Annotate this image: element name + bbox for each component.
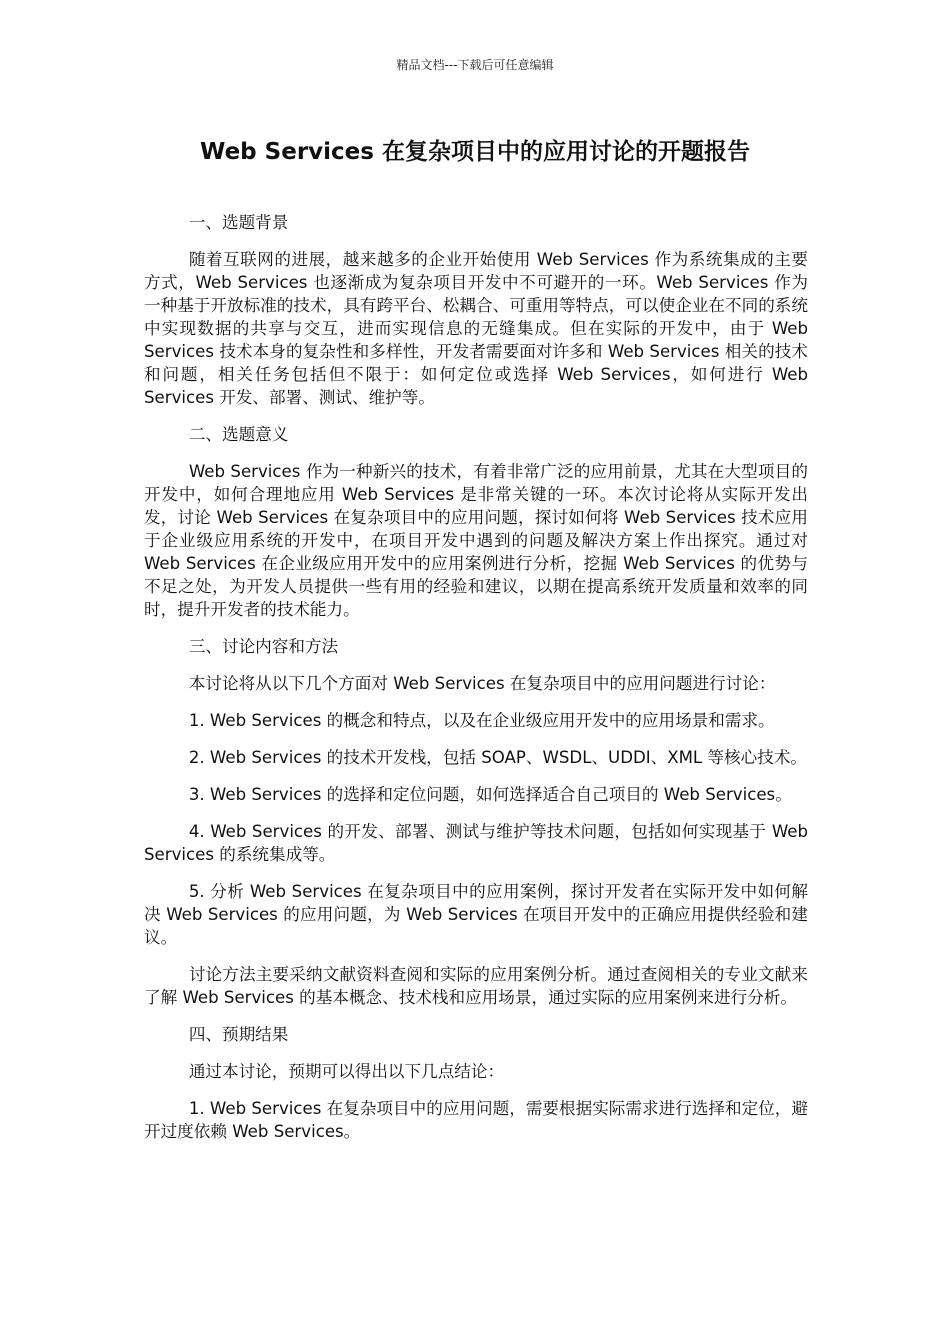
paragraph-significance: Web Services 作为一种新兴的技术，有着非常广泛的应用前景，尤其在大型项目的开发中，如何合理地应用 Web Services 是非常关键的一环。本次讨论将从实际开发出发，讨论 Web Services 在复杂项目中的应用问题，探讨如何将 Web Services 技术应用于企业级应用系统的开发中，在项目开发中遇到的问题及解决方案上作出探究。通过对 Web Services 在企业级应用开发中的应用案例进行分析，挖掘 Web Services 的优势与不足之处，为开发人员提供一些有用的经验和建议，以期在提高系统开发质量和效率的同时，提升开发者的技术能力。: [144, 462, 808, 619]
section-heading-significance: 二、选题意义: [188, 425, 289, 444]
section-heading-content-method: 三、讨论内容和方法: [188, 637, 339, 656]
paragraph-results-intro: 通过本讨论，预期可以得出以下几点结论：: [188, 1062, 505, 1081]
paragraph-background: 随着互联网的进展，越来越多的企业开始使用 Web Services 作为系统集成的主要方式，Web Services 也逐渐成为复杂项目开发中不可避开的一环。Web Services 作为一种基于开放标准的技术，具有跨平台、松耦合、可重用等特点，可以使企业在不同的系统中实现数据的共享与交互，进而实现信息的无缝集成。但在实际的开发中，由于 Web Services 技术本身的复杂性和多样性，开发者需要面对许多和 Web Services 相关的技术和问题，相关任务包括但不限于：如何定位或选择 Web Services，如何进行 Web Services 开发、部署、测试、维护等。: [144, 250, 808, 407]
header-note: 精品文档---下载后可任意编辑: [396, 58, 554, 72]
list-item-result-1: 1. Web Services 在复杂项目中的应用问题，需要根据实际需求进行选择和定位，避开过度依赖 Web Services。: [144, 1099, 808, 1141]
paragraph-content-intro: 本讨论将从以下几个方面对 Web Services 在复杂项目中的应用问题进行讨论：: [188, 674, 776, 693]
list-item-content-4: 4. Web Services 的开发、部署、测试与维护等技术问题，包括如何实现基于 Web Services 的系统集成等。: [144, 822, 808, 864]
list-item-content-2: 2. Web Services 的技术开发栈，包括 SOAP、WSDL、UDDI、XML 等核心技术。: [188, 748, 808, 767]
list-item-content-1: 1. Web Services 的概念和特点，以及在企业级应用开发中的应用场景和需求。: [188, 711, 775, 730]
section-heading-background: 一、选题背景: [188, 213, 289, 232]
document-body: [144, 211, 808, 1157]
list-item-content-3: 3. Web Services 的选择和定位问题，如何选择适合自己项目的 Web Services。: [188, 785, 792, 804]
section-heading-expected-results: 四、预期结果: [188, 1025, 289, 1044]
list-item-content-5: 5. 分析 Web Services 在复杂项目中的应用案例，探讨开发者在实际开发中如何解决 Web Services 的应用问题，为 Web Services 在项目开发中的正确应用提供经验和建议。: [144, 882, 808, 947]
paragraph-method: 讨论方法主要采纳文献资料查阅和实际的应用案例分析。通过查阅相关的专业文献来了解 Web Services 的基本概念、技术栈和应用场景，通过实际的应用案例来进行分析。: [144, 965, 808, 1007]
document-title: Web Services 在复杂项目中的应用讨论的开题报告: [200, 139, 750, 165]
